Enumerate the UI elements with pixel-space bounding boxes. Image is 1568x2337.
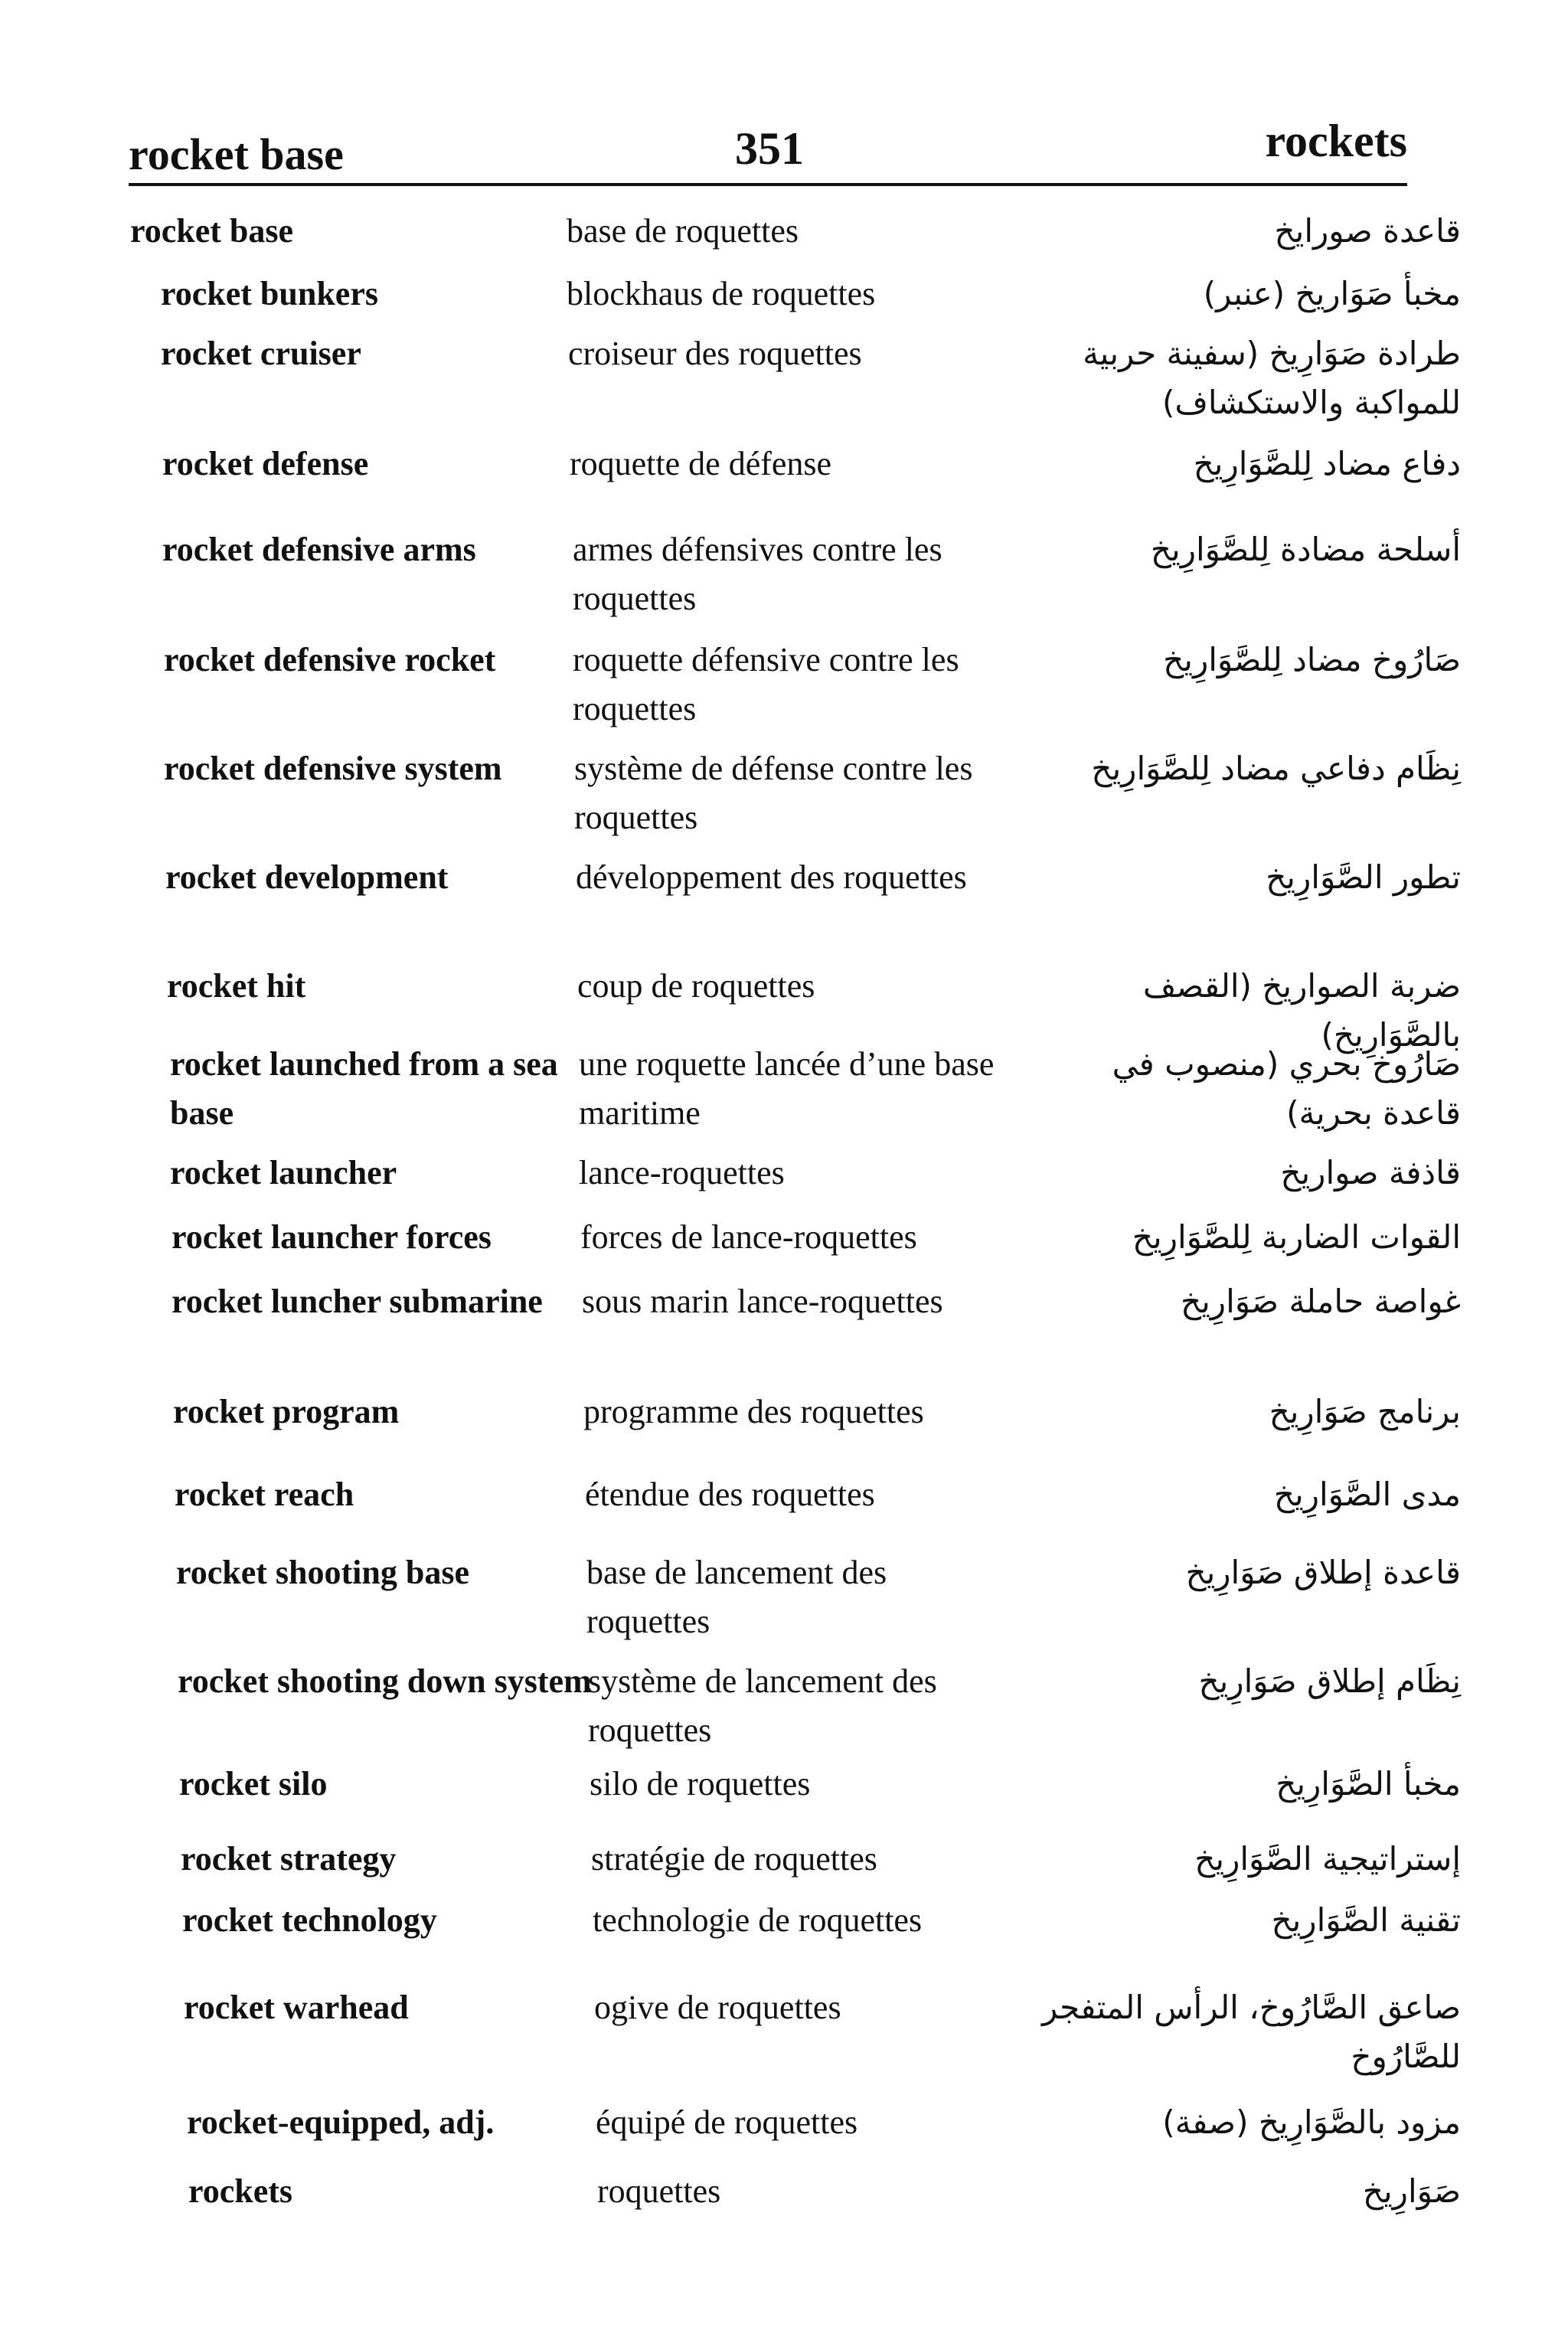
entry-arabic-translation: قاعدة صورايخ bbox=[1274, 212, 1461, 250]
entry-english-term: rocket launcher bbox=[170, 1154, 397, 1191]
entry-english-term: rocket warhead bbox=[184, 1989, 409, 2026]
entry-arabic-translation: نِظَام إطلاق صَوَارِيخ bbox=[1198, 1662, 1461, 1700]
entry-english-term: rocket launcher forces bbox=[172, 1218, 492, 1256]
entry-english-term: rocket silo bbox=[179, 1765, 328, 1803]
entry-french-translation: système de défense contre les roquettes bbox=[574, 750, 973, 836]
entry-french-translation: une roquette lancée d’une base maritime bbox=[579, 1045, 995, 1132]
entry-french-translation: technologie de roquettes bbox=[593, 1901, 923, 1939]
entry-french-translation: stratégie de roquettes bbox=[591, 1840, 877, 1878]
entry-french-translation: roquette de défense bbox=[570, 445, 832, 482]
entry-french-translation: équipé de roquettes bbox=[596, 2103, 858, 2141]
entry-arabic-translation: ضربة الصواريخ (القصف بالصَّوَارِيخ) bbox=[1142, 967, 1461, 1054]
entry-french-translation: sous marin lance-roquettes bbox=[582, 1283, 943, 1320]
entry-arabic-translation: مخبأ الصَّوَارِيخ bbox=[1276, 1765, 1461, 1803]
entry-french-translation: silo de roquettes bbox=[590, 1765, 811, 1803]
entry-french-translation: programme des roquettes bbox=[583, 1393, 924, 1430]
entry-french-translation: base de lancement des roquettes bbox=[586, 1554, 887, 1640]
entry-english-term: rocket shooting down system bbox=[178, 1662, 592, 1700]
entry-arabic-translation: تقنية الصَّوَارِيخ bbox=[1271, 1901, 1461, 1939]
entry-english-term: rocket defensive arms bbox=[162, 531, 476, 568]
entry-arabic-translation: مزود بالصَّوَارِيخ (صفة) bbox=[1162, 2103, 1461, 2141]
entry-french-translation: croiseur des roquettes bbox=[568, 335, 862, 372]
entry-french-translation: forces de lance-roquettes bbox=[580, 1218, 917, 1256]
entry-arabic-translation: صَارُوخ بحري (منصوب في قاعدة بحرية) bbox=[1112, 1045, 1461, 1132]
entry-french-translation: développement des roquettes bbox=[576, 858, 967, 896]
entry-english-term: rocket technology bbox=[182, 1901, 437, 1939]
entry-arabic-translation: قاعدة إطلاق صَوَارِيخ bbox=[1185, 1554, 1461, 1591]
entry-arabic-translation: برنامج صَوَارِيخ bbox=[1269, 1393, 1461, 1430]
entry-french-translation: base de roquettes bbox=[567, 212, 799, 250]
entry-french-translation: système de lancement des roquettes bbox=[588, 1662, 937, 1749]
entry-english-term: rocket cruiser bbox=[161, 335, 361, 372]
entry-arabic-translation: صَوَارِيخ bbox=[1362, 2172, 1461, 2210]
entry-arabic-translation: طرادة صَوَارِيخ (سفينة حربية للمواكبة والاستكشاف) bbox=[1083, 335, 1461, 421]
entry-arabic-translation: صاعق الصَّارُوخ، الرأس المتفجر للصَّارُوخ bbox=[1041, 1989, 1461, 2075]
entry-english-term: rocket bunkers bbox=[161, 275, 378, 312]
entry-english-term: rocket defense bbox=[162, 445, 369, 482]
entry-arabic-translation: قاذفة صواريخ bbox=[1280, 1154, 1461, 1191]
entry-french-translation: lance-roquettes bbox=[579, 1154, 785, 1191]
entry-french-translation: blockhaus de roquettes bbox=[567, 275, 876, 312]
page-number: 351 bbox=[735, 123, 804, 174]
entry-french-translation: roquettes bbox=[597, 2172, 721, 2210]
entry-english-term: rocket development bbox=[165, 858, 449, 896]
entry-french-translation: ogive de roquettes bbox=[594, 1989, 841, 2026]
entry-french-translation: roquette défensive contre les roquettes bbox=[573, 641, 959, 727]
entry-french-translation: armes défensives contre les roquettes bbox=[573, 531, 942, 617]
entry-english-term: rockets bbox=[188, 2172, 293, 2210]
page-header bbox=[129, 115, 1407, 191]
header-first-entry: rocket base bbox=[129, 129, 344, 179]
entry-arabic-translation: دفاع مضاد لِلصَّوَارِيخ bbox=[1193, 445, 1461, 482]
entry-english-term: rocket defensive system bbox=[164, 750, 502, 787]
entry-arabic-translation: القوات الضاربة لِلصَّوَارِيخ bbox=[1132, 1218, 1461, 1256]
entry-english-term: rocket defensive rocket bbox=[164, 641, 496, 678]
entry-arabic-translation: أسلحة مضادة لِلصَّوَارِيخ bbox=[1150, 531, 1461, 568]
entry-english-term: rocket base bbox=[130, 212, 294, 250]
entry-english-term: rocket-equipped, adj. bbox=[187, 2103, 495, 2141]
entry-french-translation: étendue des roquettes bbox=[585, 1476, 875, 1513]
entry-english-term: rocket strategy bbox=[181, 1840, 397, 1878]
entry-english-term: rocket program bbox=[173, 1393, 400, 1430]
entry-english-term: rocket shooting base bbox=[176, 1554, 469, 1591]
header-last-entry: rockets bbox=[1265, 116, 1407, 166]
entry-arabic-translation: تطور الصَّوَارِيخ bbox=[1266, 858, 1461, 896]
entry-english-term: rocket hit bbox=[167, 967, 306, 1005]
entry-arabic-translation: مخبأ صَوَاريخ (عنبر) bbox=[1203, 275, 1461, 312]
entry-english-term: rocket luncher submarine bbox=[172, 1283, 543, 1320]
entry-english-term: rocket reach bbox=[175, 1476, 354, 1513]
entry-french-translation: coup de roquettes bbox=[577, 967, 815, 1005]
entry-arabic-translation: إستراتيجية الصَّوَارِيخ bbox=[1194, 1840, 1461, 1878]
entry-english-term: rocket launched from a sea base bbox=[170, 1045, 558, 1132]
entry-arabic-translation: صَارُوخ مضاد لِلصَّوَارِيخ bbox=[1163, 641, 1461, 678]
entry-arabic-translation: غواصة حاملة صَوَارِيخ bbox=[1180, 1283, 1461, 1320]
entry-arabic-translation: نِظَام دفاعي مضاد لِلصَّوَارِيخ bbox=[1091, 750, 1461, 787]
header-rule bbox=[129, 183, 1407, 186]
entry-arabic-translation: مدى الصَّوَارِيخ bbox=[1273, 1476, 1461, 1513]
